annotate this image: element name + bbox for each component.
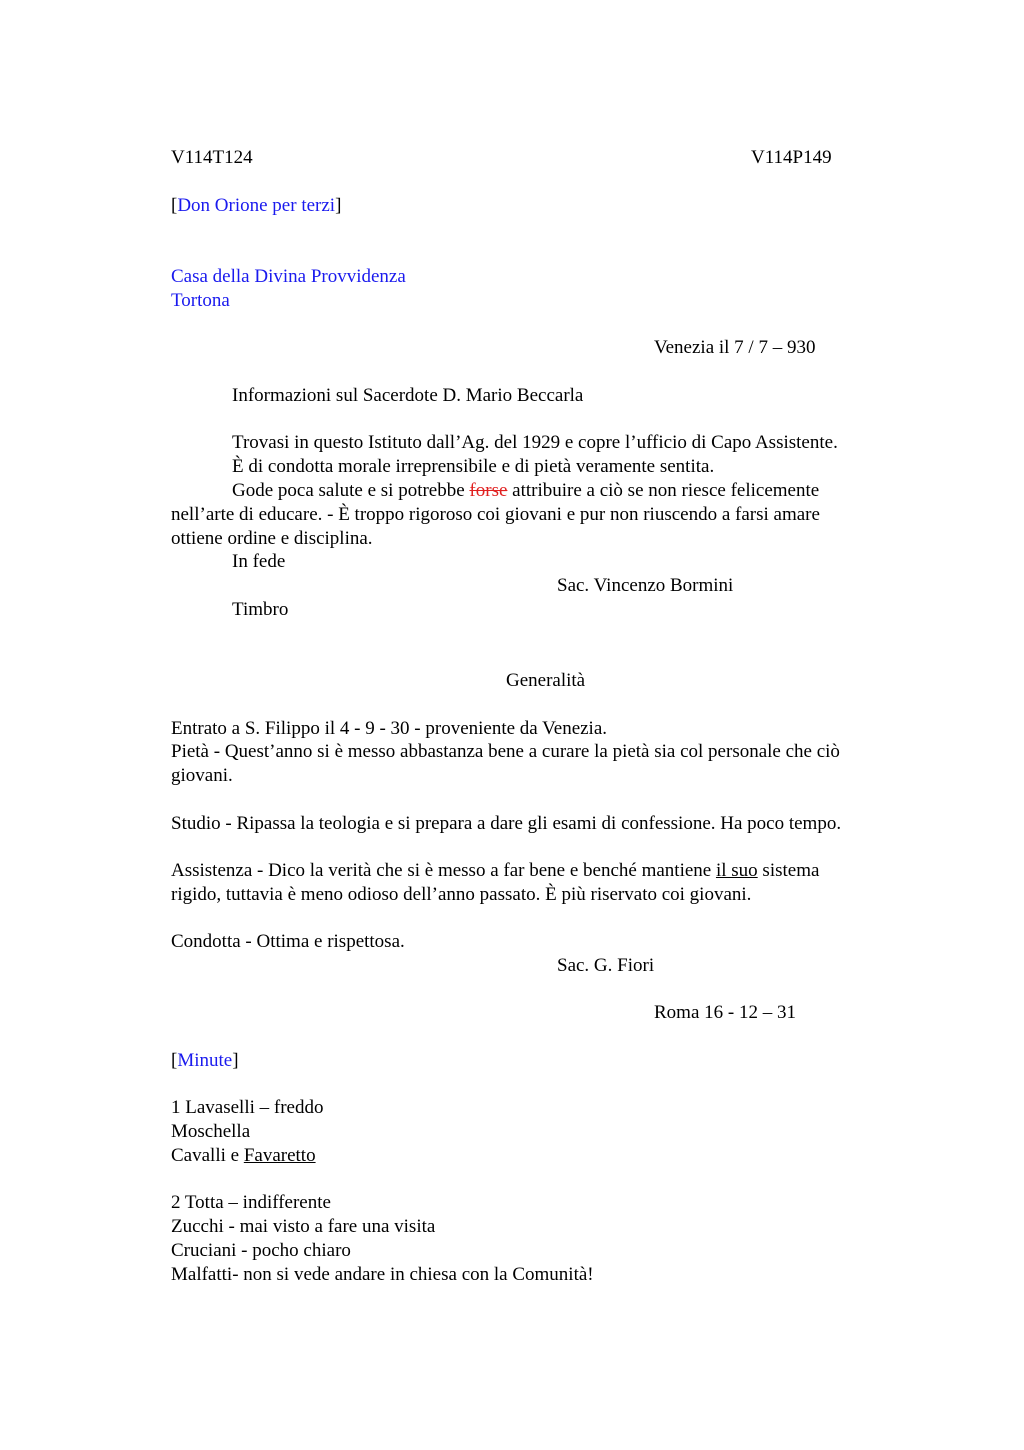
letter-paragraph-3 (232, 479, 819, 503)
recipient-line-2: Tortona (171, 290, 230, 311)
letter-signature: Sac. Vincenzo Bormini (557, 575, 734, 596)
minute-group-2-line-4: Malfatti- non si vede andare in chiesa con la Comunità! (171, 1264, 594, 1285)
document-code-left: V114T124 (171, 147, 253, 168)
letter-paragraph-3-line-2: nell’arte di educare. - È troppo rigoroso coi giovani e pur non riuscendo a farsi amare (171, 504, 820, 525)
minute-group-2-line-3: Cruciani - pocho chiaro (171, 1240, 351, 1261)
minute-group-1-line-1: 1 Lavaselli – freddo (171, 1097, 324, 1118)
bracket-close: ] (335, 195, 342, 216)
text-run: Cavalli e (171, 1145, 244, 1166)
bracket-close: ] (232, 1050, 239, 1071)
letter-paragraph-2: È di condotta morale irreprensibile e di pietà veramente sentita. (232, 456, 715, 477)
bracket-open: [ (171, 195, 178, 216)
letter-paragraph-1: Trovasi in questo Istituto dall’Ag. del 1929 e copre l’ufficio di Capo Assistente. (232, 432, 838, 453)
struck-word: forse (469, 480, 508, 501)
report-assistenza-line-1 (171, 859, 819, 883)
document-code-right: V114P149 (751, 147, 832, 168)
letter-stamp-note: Timbro (232, 599, 289, 620)
letter-subject: Informazioni sul Sacerdote D. Mario Beccarla (232, 385, 584, 406)
report-studio: Studio - Ripassa la teologia e si prepara a dare gli esami di confessione. Ha poco tempo. (171, 813, 842, 834)
text-run: Gode poca salute e si potrebbe (232, 480, 470, 501)
text-run: Assistenza - Dico la verità che si è messo a far bene e benché mantiene (171, 860, 716, 881)
letter-date: Venezia il 7 / 7 – 930 (654, 337, 816, 358)
report-entry: Entrato a S. Filippo il 4 - 9 - 30 - proveniente da Venezia. (171, 718, 608, 739)
report-assistenza-line-2: rigido, tuttavia è meno odioso dell’anno passato. È più riservato coi giovani. (171, 884, 752, 905)
report-date: Roma 16 - 12 – 31 (654, 1002, 796, 1023)
minute-group-2-line-1: 2 Totta – indifferente (171, 1192, 331, 1213)
report-pieta-line-1: Pietà - Quest’anno si è messo abbastanza bene a curare la pietà sia col personale che ciò (171, 741, 840, 762)
report-condotta: Condotta - Ottima e rispettosa. (171, 931, 405, 952)
report-pieta-line-2: giovani. (171, 765, 233, 786)
section-label: Minute (177, 1050, 233, 1071)
underlined-text: il suo (715, 860, 758, 881)
minute-group-1-line-3 (171, 1144, 316, 1168)
letter-closing: In fede (232, 551, 286, 572)
text-run: sistema (757, 860, 820, 881)
minute-group-1-line-2: Moschella (171, 1121, 251, 1142)
letter-paragraph-3-line-3: ottiene ordine e disciplina. (171, 528, 373, 549)
text-run: attribuire a ciò se non riesce felicemente (507, 480, 820, 501)
minute-group-2-line-2: Zucchi - mai visto a fare una visita (171, 1216, 436, 1237)
section-heading-minute (171, 1049, 239, 1073)
recipient-line-1: Casa della Divina Provvidenza (171, 266, 406, 287)
report-title: Generalità (506, 670, 586, 691)
report-signature: Sac. G. Fiori (557, 955, 655, 976)
bracket-open: [ (171, 1050, 178, 1071)
section-heading-don-orione (171, 194, 341, 218)
underlined-text: Favaretto (243, 1145, 316, 1166)
section-label: Don Orione per terzi (177, 195, 336, 216)
